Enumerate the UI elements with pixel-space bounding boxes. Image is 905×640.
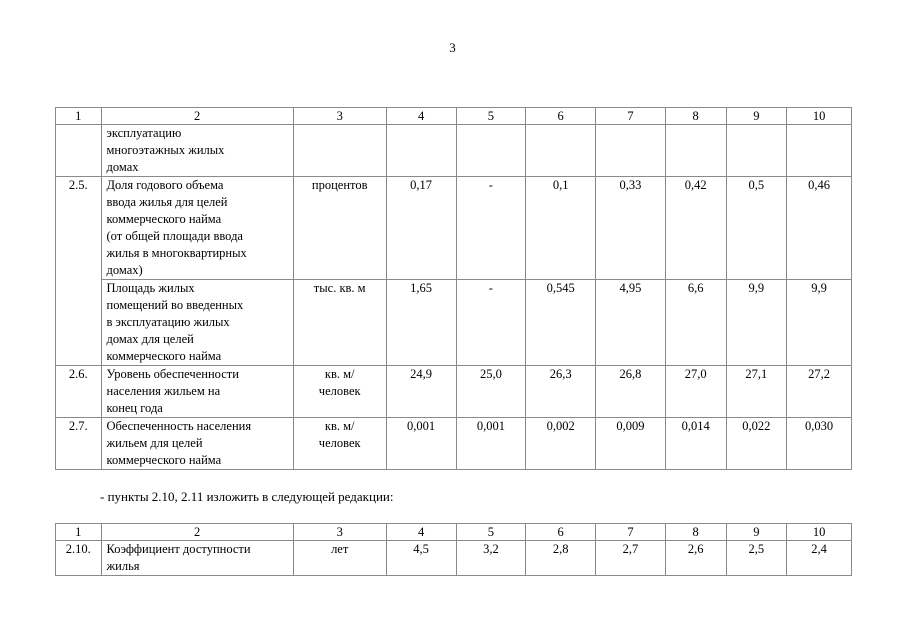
indicator-name-line: эксплуатацию (106, 126, 182, 140)
value-cell: 25,0 (456, 366, 526, 418)
value-cell: 2,6 (665, 541, 726, 576)
value-cell: 3,2 (456, 541, 526, 576)
indicator-name-line: жилья (106, 559, 140, 573)
value-cell: - (456, 280, 526, 366)
value-cell: 0,1 (526, 177, 596, 280)
indicator-name-line: домах) (106, 263, 143, 277)
value-cell: 0,545 (526, 280, 596, 366)
value-cell: 27,0 (665, 366, 726, 418)
unit-line: человек (318, 384, 361, 398)
indicator-name-line: многоэтажных жилых (106, 143, 225, 157)
value-cell: 1,65 (386, 280, 456, 366)
header-cell: 8 (665, 108, 726, 125)
indicator-name-line: жилья в многоквартирных (106, 246, 247, 260)
unit-cell (293, 541, 386, 576)
header-cell: 4 (386, 108, 456, 125)
header-cell: 10 (787, 524, 852, 541)
header-cell: 9 (726, 524, 787, 541)
indicator-name-line: помещений во введенных (106, 298, 244, 312)
header-cell: 2 (101, 524, 293, 541)
value-cell: 6,6 (665, 280, 726, 366)
value-cell: - (456, 177, 526, 280)
value-cell: 27,2 (787, 366, 852, 418)
table-row (56, 280, 852, 366)
header-row (56, 108, 852, 125)
unit-line: кв. м/ (324, 419, 355, 433)
indicator-name-line: домах (106, 160, 139, 174)
indicator-name-cell (101, 418, 293, 470)
value-cell (386, 125, 456, 177)
indicator-name-line: (от общей площади ввода (106, 229, 243, 243)
indicator-name-line: Коэффициент доступности (106, 542, 251, 556)
header-cell: 9 (726, 108, 787, 125)
value-cell: 2,8 (526, 541, 596, 576)
unit-line: процентов (311, 178, 368, 192)
value-cell: 0,42 (665, 177, 726, 280)
value-cell: 0,001 (456, 418, 526, 470)
value-cell: 2,4 (787, 541, 852, 576)
indicator-name-line: ввода жилья для целей (106, 195, 228, 209)
indicator-name-cell (101, 280, 293, 366)
indicator-name-line: коммерческого найма (106, 212, 222, 226)
indicator-name-line: коммерческого найма (106, 349, 222, 363)
value-cell (665, 125, 726, 177)
indicator-name-cell (101, 125, 293, 177)
value-cell: 0,022 (726, 418, 787, 470)
header-cell: 1 (56, 108, 102, 125)
table-row (56, 125, 852, 177)
indicator-name-cell (101, 366, 293, 418)
header-cell: 2 (101, 108, 293, 125)
unit-line: человек (318, 436, 361, 450)
value-cell: 27,1 (726, 366, 787, 418)
indicator-name-line: конец года (106, 401, 163, 415)
header-cell: 5 (456, 108, 526, 125)
table-row (56, 418, 852, 470)
value-cell (726, 125, 787, 177)
value-cell: 2,7 (596, 541, 666, 576)
indicator-name-cell (101, 177, 293, 280)
unit-cell (293, 366, 386, 418)
unit-cell (293, 177, 386, 280)
indicator-name-line: домах для целей (106, 332, 194, 346)
header-cell: 7 (596, 108, 666, 125)
unit-cell (293, 418, 386, 470)
amendment-note: - пункты 2.10, 2.11 изложить в следующей редакции: (100, 489, 394, 504)
value-cell: 0,030 (787, 418, 852, 470)
indicator-name-line: Площадь жилых (106, 281, 195, 295)
header-cell: 3 (293, 524, 386, 541)
value-cell: 9,9 (787, 280, 852, 366)
indicator-name-line: Обеспеченность населения (106, 419, 252, 433)
unit-cell (293, 125, 386, 177)
unit-line: лет (331, 542, 349, 556)
indicator-name-line: жильем для целей (106, 436, 203, 450)
indicator-name-line: коммерческого найма (106, 453, 222, 467)
value-cell: 0,009 (596, 418, 666, 470)
header-row (56, 524, 852, 541)
row-number-cell (56, 125, 102, 177)
value-cell: 2,5 (726, 541, 787, 576)
indicator-name-line: в эксплуатацию жилых (106, 315, 230, 329)
value-cell: 4,5 (386, 541, 456, 576)
value-cell: 24,9 (386, 366, 456, 418)
value-cell: 26,8 (596, 366, 666, 418)
indicator-name-line: Уровень обеспеченности (106, 367, 239, 381)
value-cell (596, 125, 666, 177)
table-row (56, 541, 852, 576)
value-cell: 0,17 (386, 177, 456, 280)
header-cell: 6 (526, 524, 596, 541)
unit-line: кв. м/ (324, 367, 355, 381)
table-row (56, 366, 852, 418)
value-cell (787, 125, 852, 177)
indicator-name-line: населения жильем на (106, 384, 221, 398)
value-cell: 9,9 (726, 280, 787, 366)
amendment-table (55, 523, 852, 576)
page-number: 3 (449, 40, 456, 55)
row-number-cell: 2.10. (56, 541, 102, 576)
value-cell: 0,5 (726, 177, 787, 280)
header-cell: 6 (526, 108, 596, 125)
unit-cell (293, 280, 386, 366)
header-cell: 10 (787, 108, 852, 125)
row-number-cell: 2.6. (56, 366, 102, 418)
header-cell: 4 (386, 524, 456, 541)
value-cell: 0,46 (787, 177, 852, 280)
header-cell: 3 (293, 108, 386, 125)
value-cell (456, 125, 526, 177)
row-number-cell (56, 280, 102, 366)
table-row (56, 177, 852, 280)
header-cell: 8 (665, 524, 726, 541)
value-cell: 0,001 (386, 418, 456, 470)
indicator-name-line: Доля годового объема (106, 178, 224, 192)
row-number-cell: 2.5. (56, 177, 102, 280)
value-cell: 4,95 (596, 280, 666, 366)
value-cell: 0,33 (596, 177, 666, 280)
value-cell: 0,002 (526, 418, 596, 470)
value-cell: 0,014 (665, 418, 726, 470)
header-cell: 1 (56, 524, 102, 541)
indicators-table (55, 107, 852, 470)
indicator-name-cell (101, 541, 293, 576)
header-cell: 5 (456, 524, 526, 541)
value-cell: 26,3 (526, 366, 596, 418)
header-cell: 7 (596, 524, 666, 541)
unit-line: тыс. кв. м (313, 281, 366, 295)
value-cell (526, 125, 596, 177)
row-number-cell: 2.7. (56, 418, 102, 470)
